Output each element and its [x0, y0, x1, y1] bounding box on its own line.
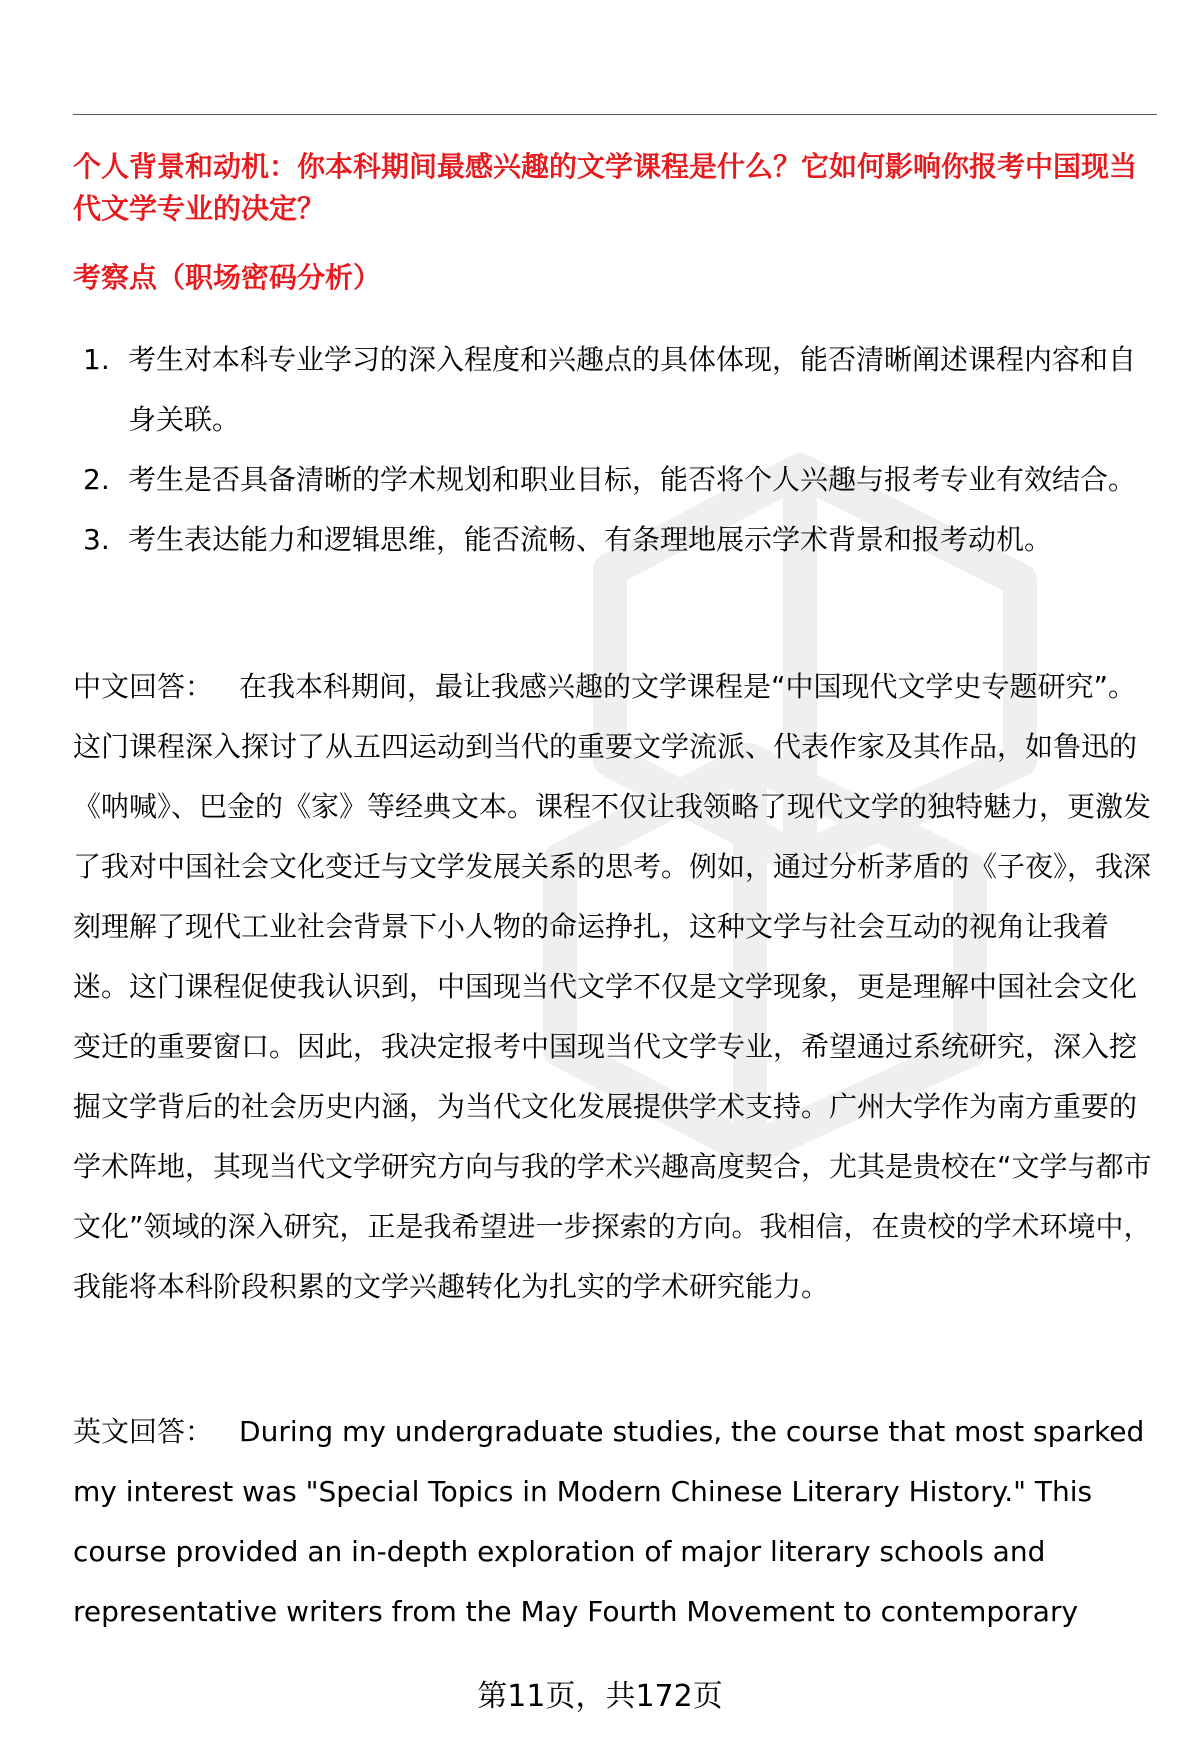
question-title: 个人背景和动机：你本科期间最感兴趣的文学课程是什么？它如何影响你报考中国现当代文学专业的决定？ [73, 150, 1138, 225]
page-number-footer: 第11页，共172页 [477, 1679, 723, 1714]
assessment-point [73, 510, 1157, 570]
point-number: 3. [83, 523, 110, 556]
point-number: 2. [83, 463, 110, 496]
chinese-answer-text: 在我本科期间，最让我感兴趣的文学课程是“中国现代文学史专题研究”。这门课程深入探讨了从五四运动到当代的重要文学流派、代表作家及其作品，如鲁迅的《呐喊》、巴金的《家》等经典文本。课程不仅让我领略了现代文学的独特魅力，更激发了我对中国社会文化变迁与文学发展关系的思考。例如，通过分析茅盾的《子夜》，我深刻理解了现代工业社会背景下小人物的命运挣扎，这种文学与社会互动的视角让我着迷。这门课程促使我认识到，中国现当代文学不仅是文学现象，更是理解中国社会文化变迁的重要窗口。因此，我决定报考中国现当代文学专业，希望通过系统研究，深入挖掘文学背后的社会历史内涵，为当代文化发展提供学术支持。广州大学作为南方重要的学术阵地，其现当代文学研究方向与我的学术兴趣高度契合，尤其是贵校在“文学与都市文化”领域的深入研究，正是我希望进一步探索的方向。我相信，在贵校的学术环境中，我能将本科阶段积累的文学兴趣转化为扎实的学术研究能力。 [73, 670, 1152, 1303]
point-text: 考生是否具备清晰的学术规划和职业目标，能否将个人兴趣与报考专业有效结合。 [128, 463, 1137, 496]
assessment-point [73, 330, 1157, 450]
english-answer [73, 1402, 1157, 1642]
point-text: 考生表达能力和逻辑思维，能否流畅、有条理地展示学术背景和报考动机。 [128, 523, 1053, 556]
chinese-answer [73, 657, 1157, 1317]
point-number: 1. [83, 343, 110, 376]
assessment-point [73, 450, 1157, 510]
english-answer-label: 英文回答： [73, 1415, 214, 1448]
english-answer-text: During my undergraduate studies, the course that most sparked my interest was "Special Topics in Modern Chinese Literary History." This course provided an in-depth exploration of major literary schools and representative writers from the May Fourth Movement to contemporary [73, 1415, 1145, 1628]
assessment-points-list [73, 330, 1157, 570]
chinese-answer-label: 中文回答： [73, 670, 214, 703]
assessment-heading: 考察点（职场密码分析） [73, 261, 382, 294]
point-text: 考生对本科专业学习的深入程度和兴趣点的具体体现，能否清晰阐述课程内容和自身关联。 [128, 343, 1137, 436]
top-divider [73, 114, 1157, 115]
